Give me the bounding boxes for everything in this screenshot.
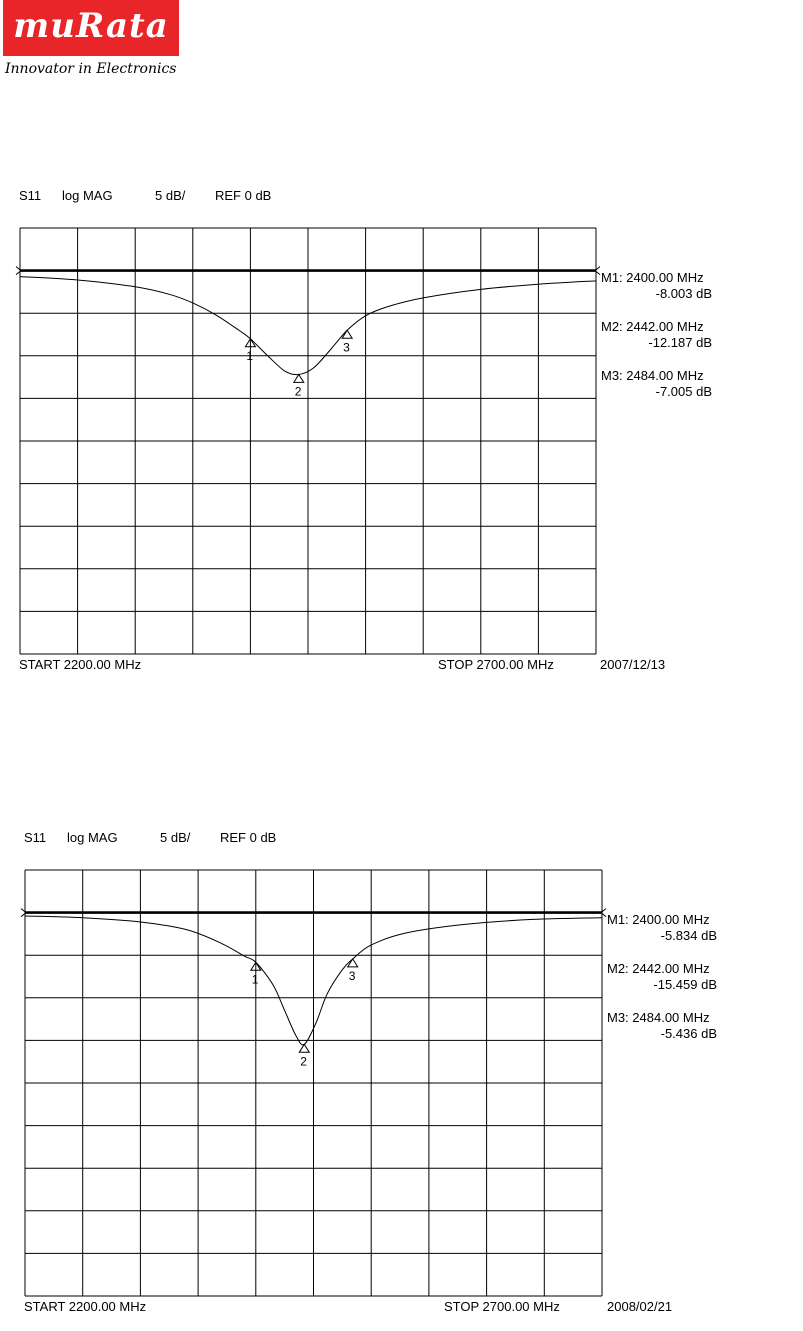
header-param: S11 (24, 830, 47, 845)
marker-3-number: 3 (348, 968, 356, 983)
marker-3-label: M3: 2484.00 MHz (607, 1010, 710, 1025)
marker-2-label: M2: 2442.00 MHz (601, 319, 704, 334)
marker-2-triangle (294, 374, 304, 382)
marker-1-value: -5.834 dB (660, 928, 717, 943)
brand-tagline: Innovator in Electronics (5, 61, 177, 77)
measurement-date: 2007/12/13 (600, 657, 666, 672)
marker-3-label: M3: 2484.00 MHz (601, 368, 704, 383)
marker-1-label: M1: 2400.00 MHz (607, 912, 710, 927)
header-ref: REF 0 dB (215, 188, 272, 203)
header-param: S11 (19, 188, 42, 203)
header-scale: 5 dB/ (160, 830, 191, 845)
marker-2-value: -12.187 dB (648, 335, 712, 350)
stop-frequency: STOP 2700.00 MHz (438, 657, 554, 672)
header-format: log MAG (62, 188, 113, 203)
start-frequency: START 2200.00 MHz (19, 657, 142, 672)
marker-1-number: 1 (246, 348, 254, 363)
marker-3-value: -5.436 dB (660, 1026, 717, 1041)
marker-1-label: M1: 2400.00 MHz (601, 270, 704, 285)
marker-2-number: 2 (294, 384, 302, 399)
s11-plot-1 (0, 180, 803, 680)
marker-2-value: -15.459 dB (653, 977, 717, 992)
marker-2-triangle (299, 1044, 309, 1052)
s11-plot-panel-1 (0, 180, 803, 680)
measurement-date: 2008/02/21 (607, 1299, 673, 1314)
header-scale: 5 dB/ (155, 188, 186, 203)
marker-3-number: 3 (343, 340, 350, 355)
logo-wordmark: muRata (13, 6, 169, 46)
header-ref: REF 0 dB (220, 830, 277, 845)
marker-1-number: 1 (251, 972, 259, 987)
marker-2-label: M2: 2442.00 MHz (607, 961, 710, 976)
s11-plot-2 (0, 822, 803, 1322)
marker-2-number: 2 (300, 1054, 307, 1069)
marker-3-value: -7.005 dB (655, 384, 712, 399)
brand-logo (3, 0, 179, 56)
start-frequency: START 2200.00 MHz (24, 1299, 147, 1314)
stop-frequency: STOP 2700.00 MHz (444, 1299, 560, 1314)
marker-1-value: -8.003 dB (655, 286, 712, 301)
s11-plot-panel-2 (0, 822, 803, 1322)
marker-3-triangle (348, 959, 358, 967)
header-format: log MAG (67, 830, 118, 845)
